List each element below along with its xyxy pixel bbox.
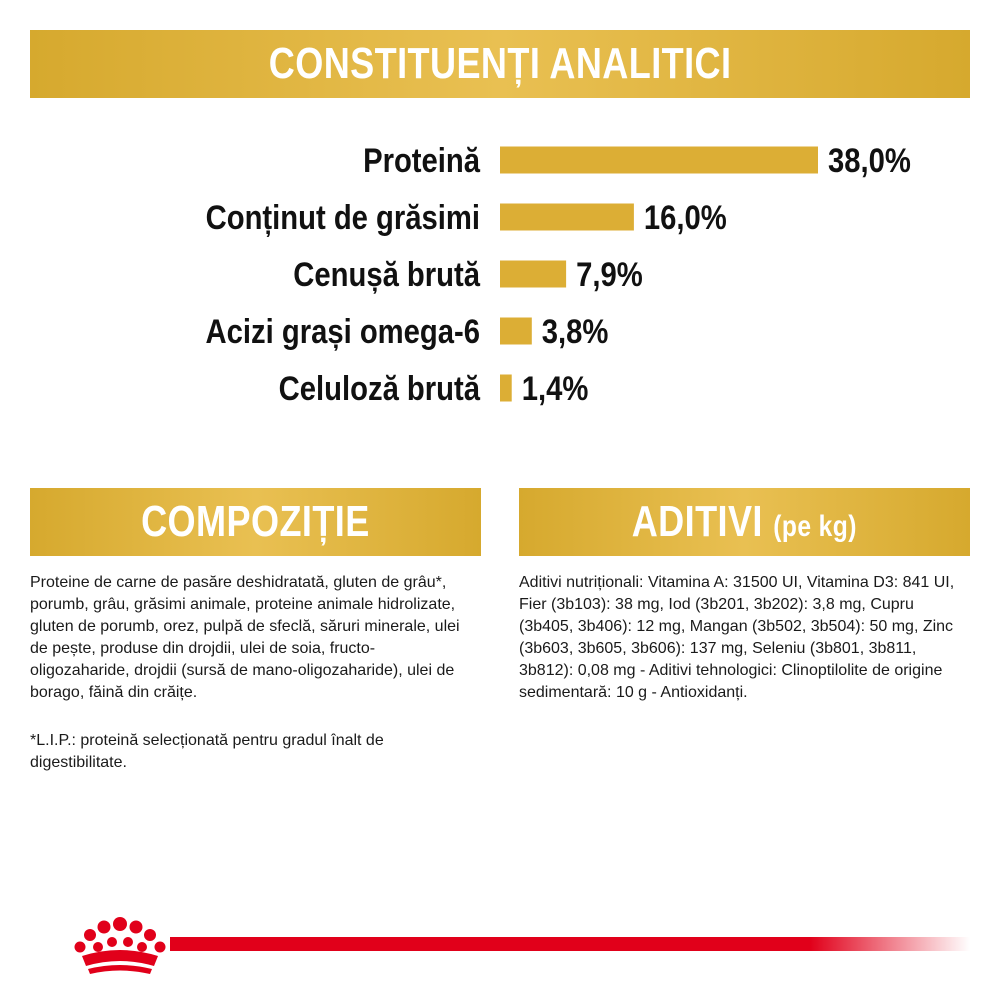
composition-text: Proteine de carne de pasăre deshidratată, gluten de grâu*, porumb, grâu, grăsimi animale, proteine animale hidrolizate, gluten de porumb, orez, pulpă de sfeclă, săruri minerale, ulei de pește, produse din drojdii, ulei de soia, fructo-oligozaharide, drojdii (sursă de mano-oligozaharide), ulei de borago, făină din crăițe.	[30, 574, 460, 701]
analytical-title: CONSTITUENȚI ANALITICI	[268, 39, 732, 88]
bar	[500, 204, 634, 231]
value-label: 38,0%	[828, 140, 911, 180]
value-label: 7,9%	[576, 254, 643, 294]
bar	[500, 261, 566, 288]
brand-stripe	[170, 937, 970, 951]
category-label: Conținut de grăsimi	[205, 197, 480, 237]
additives-subtitle: (pe kg)	[773, 510, 858, 543]
analytical-bar-chart	[0, 120, 1000, 440]
crown-icon	[70, 914, 170, 976]
composition-banner	[30, 488, 481, 556]
composition-title: COMPOZIȚIE	[141, 497, 370, 546]
bar	[500, 375, 512, 402]
composition-note: *L.I.P.: proteină selecționată pentru gradul înalt de digestibilitate.	[30, 732, 384, 771]
analytical-banner	[30, 30, 970, 98]
category-label: Celuloză brută	[278, 368, 480, 408]
additives-title	[632, 497, 857, 547]
value-label: 3,8%	[541, 311, 609, 351]
category-label: Proteină	[363, 140, 480, 180]
bar	[500, 318, 532, 345]
value-label: 1,4%	[521, 368, 589, 408]
category-label: Acizi grași omega-6	[205, 311, 481, 351]
bar	[500, 147, 818, 174]
additives-title-main: ADITIVI	[631, 497, 764, 546]
additives-banner	[519, 488, 970, 556]
category-label: Cenușă brută	[293, 254, 480, 294]
additives-text: Aditivi nutriționali: Vitamina A: 31500 UI, Vitamina D3: 841 UI, Fier (3b103): 38 mg, Iod (3b201, 3b202): 3,8 mg, Cupru (3b405, 3b406): 12 mg, Mangan (3b502, 3b504): 50 mg, Zinc (3b603, 3b605, 3b606): 137 mg, Seleniu (3b801, 3b811, 3b812): 0,08 mg - Aditivi tehnologici: Clinoptilolite de origine sedimentară: 10 g - Antioxidanți.	[519, 574, 955, 701]
value-label: 16,0%	[643, 197, 727, 237]
